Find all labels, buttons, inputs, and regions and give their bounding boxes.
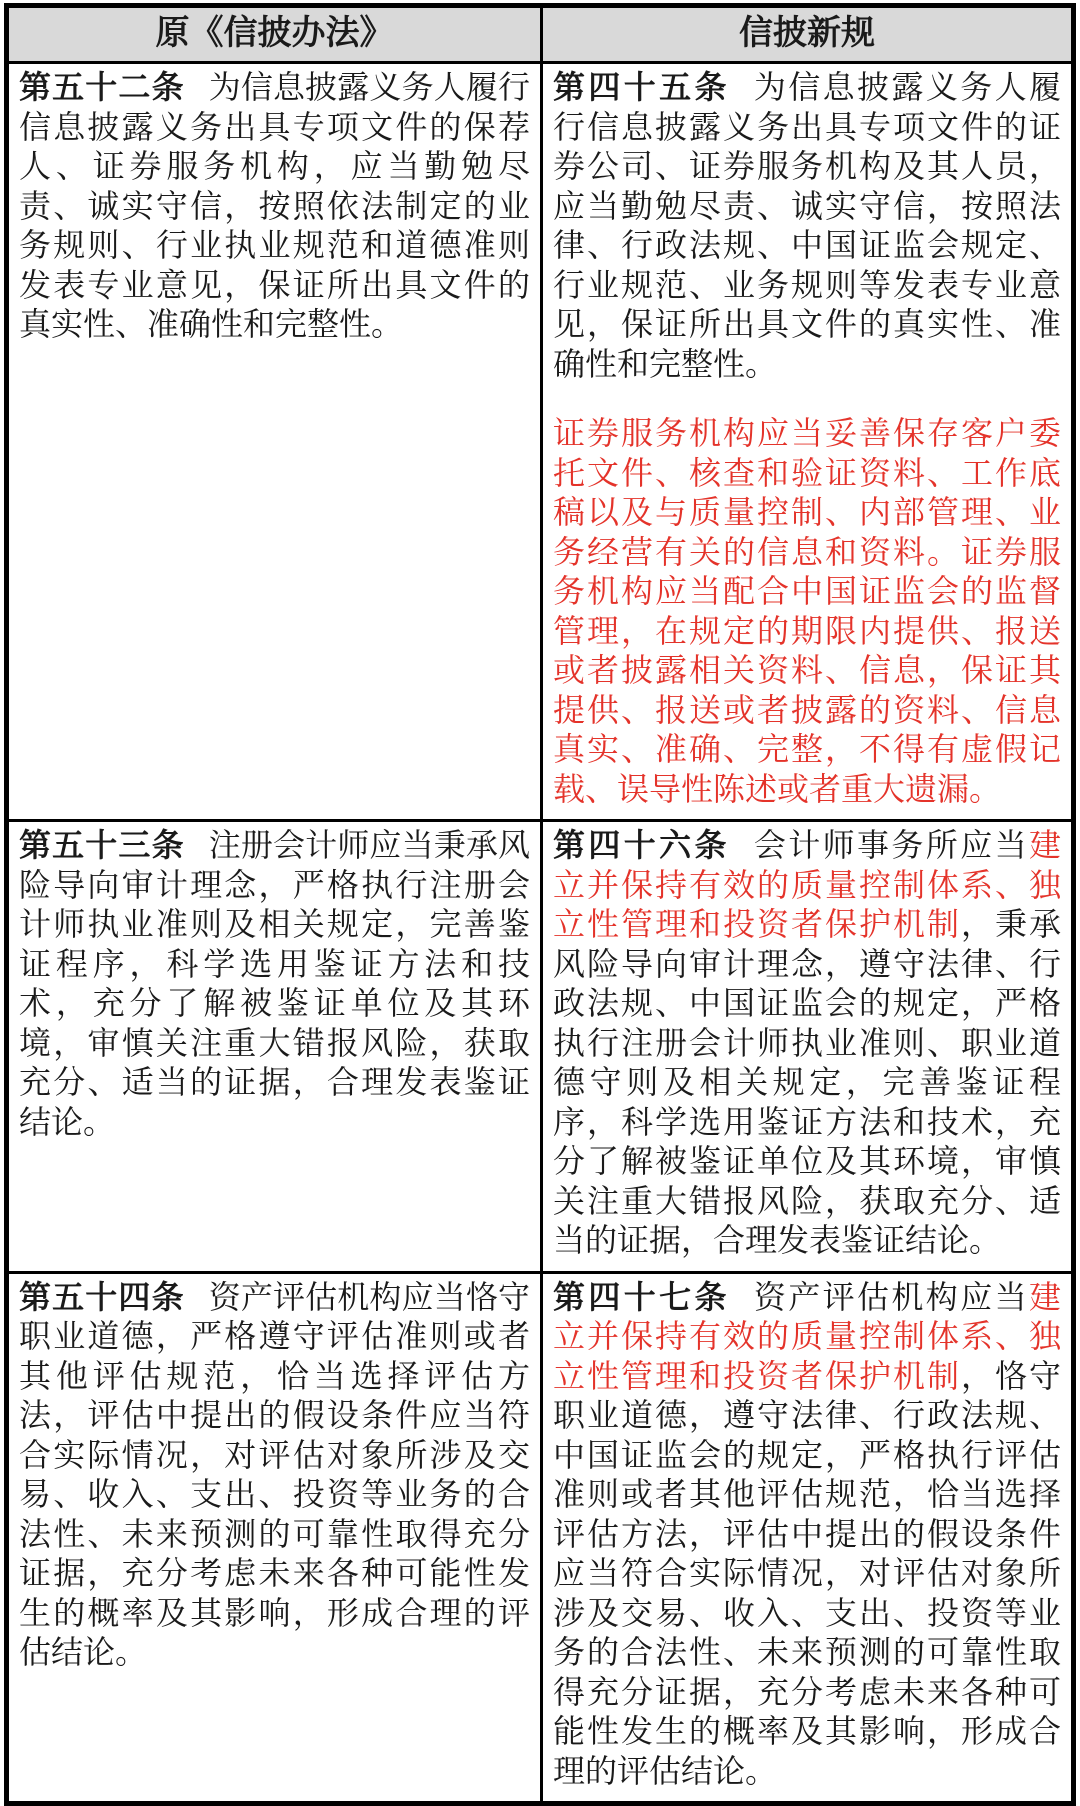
article-paragraph xyxy=(19,68,530,345)
article-text-post: ，秉承风险导向审计理念，遵守法律、行政法规、中国证监会的规定，严格执行注册会计师执业准则、职业道德守则及相关规定，完善鉴证程序，科学选用鉴证方法和技术，充分了解被鉴证单位及其环境，审慎关注重大错报风险，获取充分、适当的证据，合理发表鉴证结论。 xyxy=(553,906,1061,1258)
article-number: 第五十二条 xyxy=(19,69,185,105)
article-number: 第五十四条 xyxy=(19,1278,185,1315)
header-new-regulation xyxy=(540,8,1071,61)
article-paragraph xyxy=(19,826,530,1142)
article-paragraph xyxy=(553,1278,1061,1792)
cell-new-article-45 xyxy=(540,61,1071,819)
article-text: 注册会计师应当秉承风险导向审计理念，严格执行注册会计师执业准则及相关规定，完善鉴证程序，科学选用鉴证方法和技术，充分了解被鉴证单位及其环境，审慎关注重大错报风险，获取充分、适当的证据，合理发表鉴证结论。 xyxy=(19,827,530,1140)
article-number: 第四十七条 xyxy=(553,1278,730,1315)
article-text-post: ，恪守职业道德，遵守法律、行政法规、中国证监会的规定，严格执行评估准则或者其他评估规范，恰当选择评估方法，评估中提出的假设条件应当符合实际情况，对评估对象所涉及交易、收入、支出、投资等业务的合法性、未来预测的可靠性取得充分证据，充分考虑未来各种可能性发生的概率及其影响，形成合理的评估结论。 xyxy=(553,1357,1061,1789)
article-paragraph xyxy=(19,1278,530,1673)
article-text: 资产评估机构应当恪守职业道德，严格遵守评估准则或者其他评估规范，恰当选择评估方法，评估中提出的假设条件应当符合实际情况，对评估对象所涉及交易、收入、支出、投资等业务的合法性、未来预测的可靠性取得充分证据，充分考虑未来各种可能性发生的概率及其影响，形成合理的评估结论。 xyxy=(19,1278,530,1670)
article-text-pre: 资产评估机构应当 xyxy=(753,1278,1029,1315)
header-new-title: 信披新规 xyxy=(739,15,875,52)
header-old-regulation xyxy=(9,8,540,61)
cell-new-article-47 xyxy=(540,1271,1071,1802)
cell-new-article-46 xyxy=(540,819,1071,1271)
cell-old-article-53 xyxy=(9,819,540,1271)
changed-text-red: 建立并保持有效的质量控制体系、独立性管理和投资者保护机制 xyxy=(553,827,1061,942)
article-text: 为信息披露义务人履行信息披露义务出具专项文件的证券公司、证券服务机构及其人员，应当勤勉尽责、诚实守信，按照法律、行政法规、中国证监会规定、行业规范、业务规则等发表专业意见，保证所出具文件的真实性、准确性和完整性。 xyxy=(553,69,1061,382)
header-old-title: 原《信披办法》 xyxy=(155,15,394,52)
article-text: 为信息披露义务人履行信息披露义务出具专项文件的保荐人、证券服务机构，应当勤勉尽责、诚实守信，按照依法制定的业务规则、行业执业规范和道德准则发表专业意见，保证所出具文件的真实性、准确性和完整性。 xyxy=(19,69,530,342)
comparison-table xyxy=(4,3,1076,1806)
cell-old-article-52 xyxy=(9,61,540,819)
cell-old-article-54 xyxy=(9,1271,540,1802)
article-number: 第五十三条 xyxy=(19,827,185,863)
article-paragraph xyxy=(553,826,1061,1261)
changed-text-red: 建立并保持有效的质量控制体系、独立性管理和投资者保护机制 xyxy=(553,1278,1061,1394)
article-text-pre: 会计师事务所应当 xyxy=(753,827,1029,863)
article-number: 第四十六条 xyxy=(553,827,730,863)
article-paragraph xyxy=(553,68,1061,384)
added-paragraph-red: 证券服务机构应当妥善保存客户委托文件、核查和验证资料、工作底稿以及与质量控制、内部管理、业务经营有关的信息和资料。证券服务机构应当配合中国证监会的监督管理，在规定的期限内提供、报送或者披露相关资料、信息，保证其提供、报送或者披露的资料、信息真实、准确、完整，不得有虚假记载、误导性陈述或者重大遗漏。 xyxy=(553,415,1061,807)
article-number: 第四十五条 xyxy=(553,69,730,105)
